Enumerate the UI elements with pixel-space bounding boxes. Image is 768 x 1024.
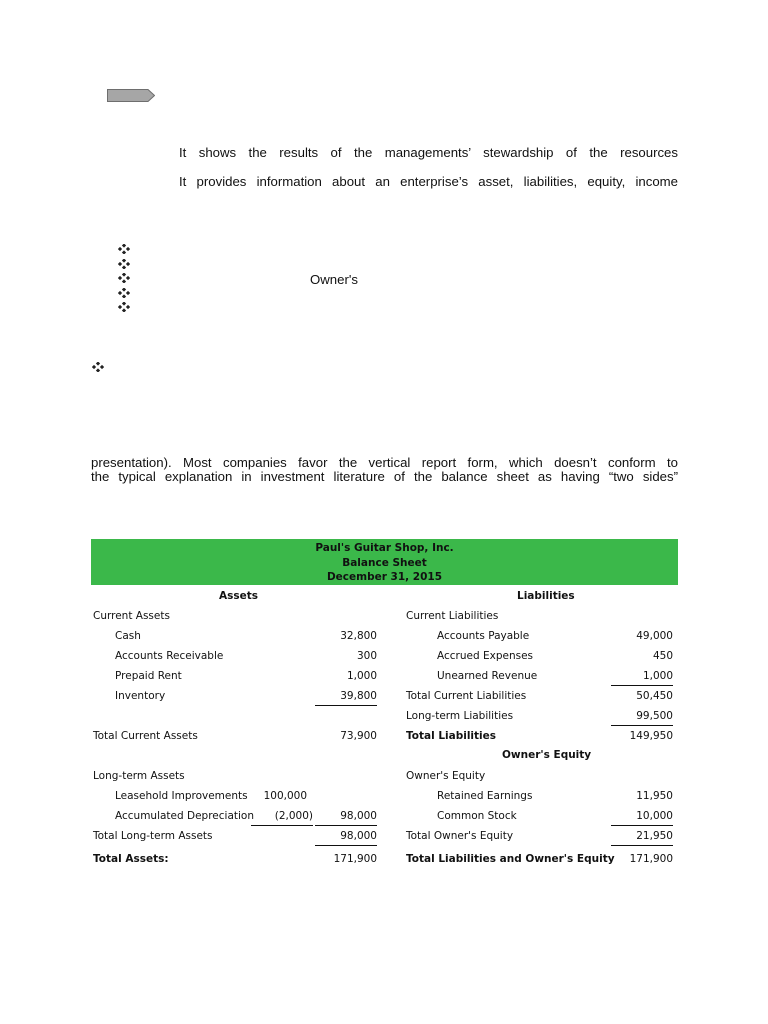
owners-equity-label: Owner's Equity <box>406 770 486 782</box>
liabilities-heading: Liabilities <box>517 590 575 602</box>
total-liabilities-and-equity-value: 171,900 <box>629 853 673 865</box>
inventory-value: 39,800 <box>315 690 377 706</box>
common-stock-label: Common Stock <box>437 810 517 822</box>
total-liabilities-label: Total Liabilities <box>406 730 497 742</box>
owners-fragment: Owner's <box>310 272 358 287</box>
total-long-term-assets-label: Total Long-term Assets <box>93 830 213 842</box>
total-long-term-assets-value: 98,000 <box>315 830 377 846</box>
retained-earnings-label: Retained Earnings <box>437 790 533 802</box>
diamond-bullet-icon <box>118 273 130 283</box>
diamond-bullet-icon <box>92 362 104 372</box>
total-current-assets-value: 73,900 <box>340 730 377 742</box>
owners-equity-heading: Owner's Equity <box>502 749 592 761</box>
accounts-payable-label: Accounts Payable <box>437 630 530 642</box>
statement-title: Balance Sheet <box>342 556 427 569</box>
statement-date: December 31, 2015 <box>326 571 443 583</box>
cash-label: Cash <box>115 630 141 642</box>
balance-sheet <box>91 539 678 875</box>
current-liabilities-label: Current Liabilities <box>406 610 499 622</box>
paragraph-line-2: the typical explanation in investment literature of the balance sheet as having “two sides” <box>91 469 678 484</box>
assets-heading: Assets <box>219 590 259 602</box>
prepaid-rent-value: 1,000 <box>346 670 377 682</box>
company-name: Paul's Guitar Shop, Inc. <box>315 542 454 554</box>
diamond-bullet-icon <box>118 259 130 269</box>
text-line-information: It provides information about an enterprise’s asset, liabilities, equity, income <box>179 174 678 189</box>
total-assets-value: 171,900 <box>333 853 377 865</box>
diamond-bullet-icon <box>118 302 130 312</box>
accounts-receivable-value: 300 <box>356 650 377 662</box>
total-current-liabilities-label: Total Current Liabilities <box>406 690 527 702</box>
inventory-label: Inventory <box>115 690 166 702</box>
common-stock-value: 10,000 <box>611 810 673 826</box>
total-owners-equity-label: Total Owner's Equity <box>406 830 514 842</box>
balance-sheet-body <box>91 585 678 875</box>
total-owners-equity-value: 21,950 <box>611 830 673 846</box>
arrow-tag-icon <box>107 89 155 102</box>
balance-sheet-header <box>91 539 678 585</box>
unearned-revenue-label: Unearned Revenue <box>437 670 538 682</box>
accrued-expenses-value: 450 <box>652 650 673 662</box>
long-term-liabilities-value: 99,500 <box>611 710 673 726</box>
total-current-assets-label: Total Current Assets <box>93 730 198 742</box>
total-liabilities-and-equity-label: Total Liabilities and Owner's Equity <box>406 853 615 865</box>
long-term-assets-label: Long-term Assets <box>93 770 185 782</box>
retained-earnings-value: 11,950 <box>636 790 673 802</box>
current-assets-label: Current Assets <box>93 610 170 622</box>
total-current-liabilities-value: 50,450 <box>636 690 673 702</box>
accrued-expenses-label: Accrued Expenses <box>437 650 534 662</box>
long-term-liabilities-label: Long-term Liabilities <box>406 710 514 722</box>
unearned-revenue-value: 1,000 <box>611 670 673 686</box>
leasehold-improvements-label: Leasehold Improvements <box>115 790 248 802</box>
accounts-payable-value: 49,000 <box>636 630 673 642</box>
accumulated-depreciation-value: (2,000) <box>251 810 313 826</box>
accumulated-depreciation-label: Accumulated Depreciation <box>115 810 255 822</box>
diamond-bullet-icon <box>118 288 130 298</box>
text-line-stewardship: It shows the results of the managements’ stewardship of the resources <box>179 145 678 160</box>
diamond-bullet-icon <box>118 244 130 254</box>
leasehold-improvements-value: 100,000 <box>263 790 307 802</box>
net-long-term-value: 98,000 <box>315 810 377 826</box>
paragraph-line-1: presentation). Most companies favor the vertical report form, which doesn’t conform to <box>91 455 678 470</box>
total-liabilities-value: 149,950 <box>629 730 673 742</box>
prepaid-rent-label: Prepaid Rent <box>115 670 182 682</box>
total-assets-label: Total Assets: <box>93 853 169 865</box>
accounts-receivable-label: Accounts Receivable <box>115 650 224 662</box>
cash-value: 32,800 <box>340 630 377 642</box>
